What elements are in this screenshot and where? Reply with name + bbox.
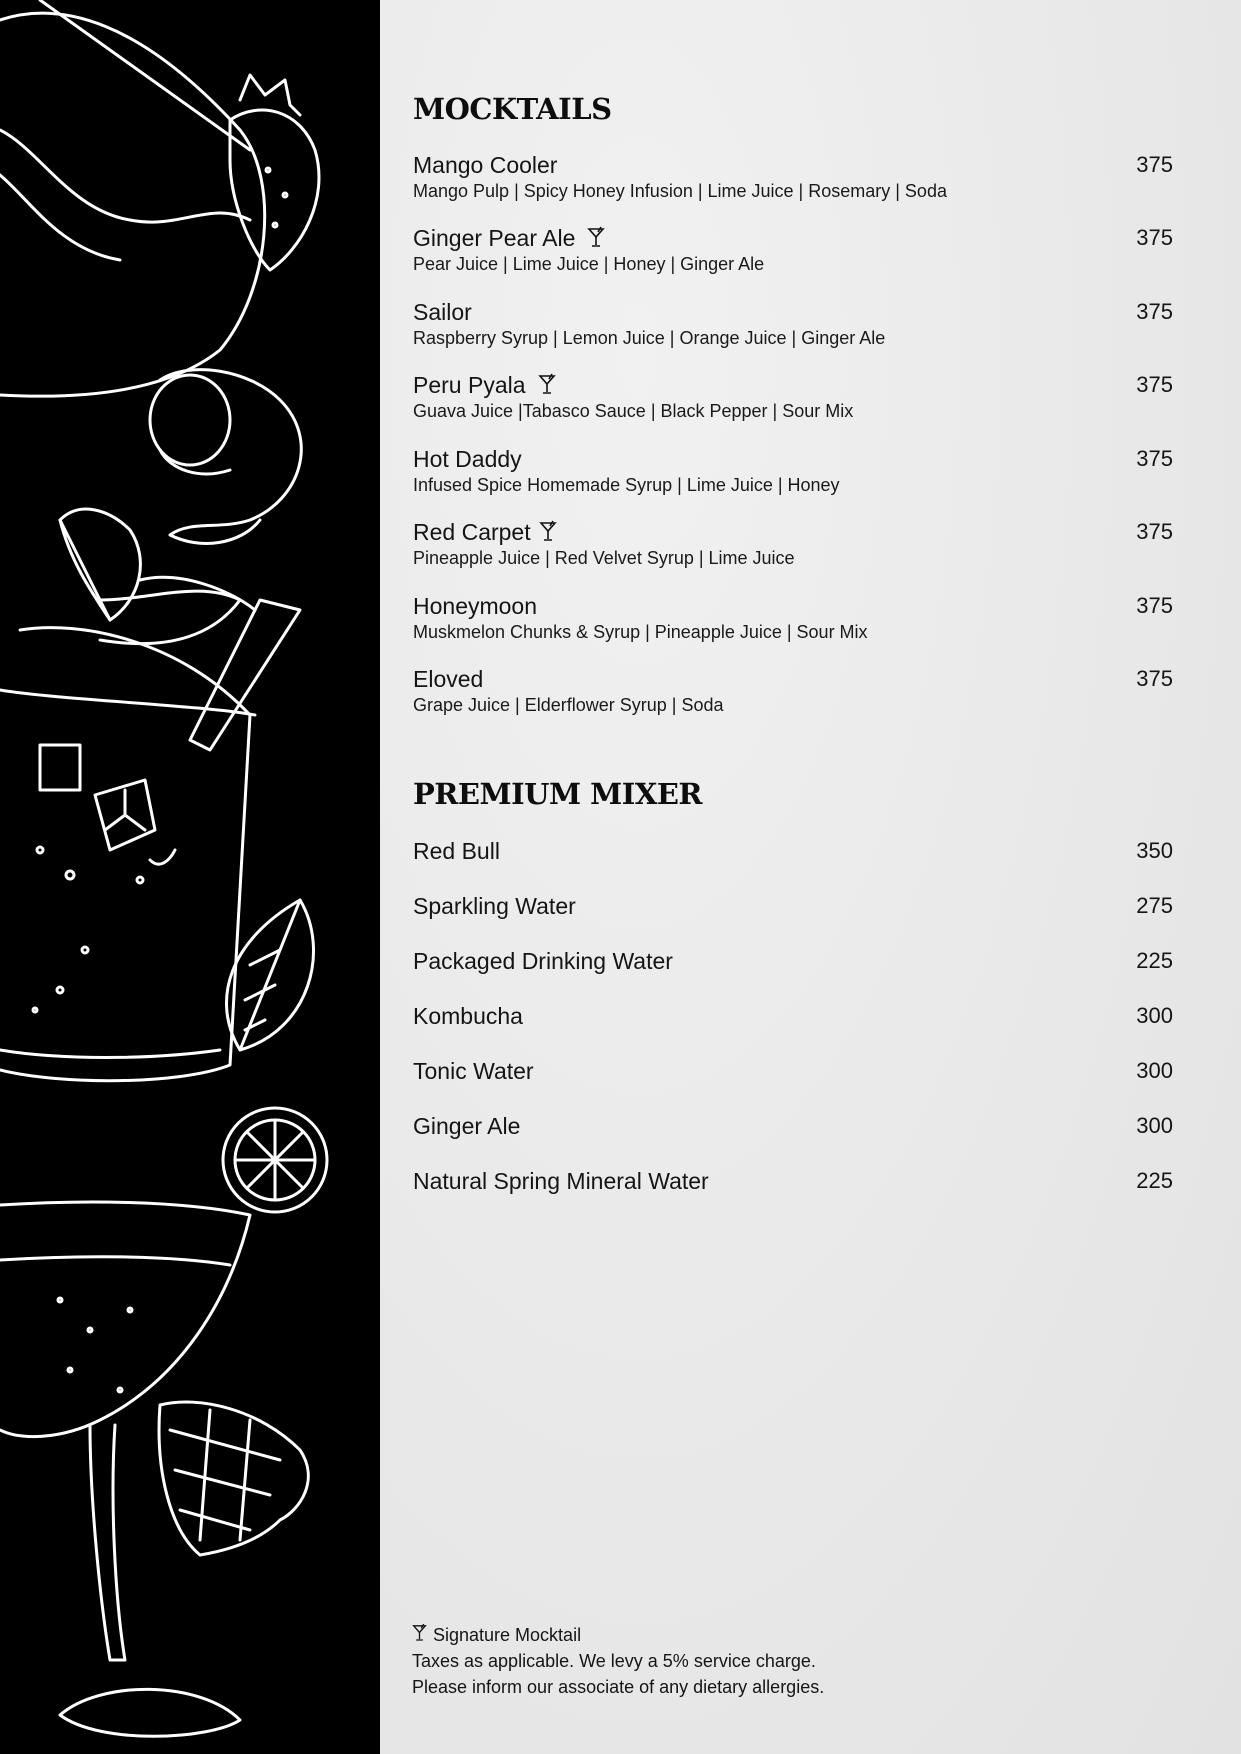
item-description: Mango Pulp | Spicy Honey Infusion | Lime Juice | Rosemary | Soda [413,181,947,201]
item-price: 375 [1136,152,1173,177]
item-price: 350 [1136,838,1173,863]
item-description: Guava Juice |Tabasco Sauce | Black Pepper | Sour Mix [413,401,854,421]
item-name [413,519,1173,545]
item-price: 300 [1136,1003,1173,1028]
menu-item [413,446,1173,497]
cocktail-line-art [0,0,380,1754]
item-name: Honeymoon [413,593,538,619]
item-price: 375 [1136,225,1173,250]
item-name: Eloved [413,666,484,692]
item-name: Ginger Ale [413,1113,521,1139]
section-title-mocktails: MOCKTAILS [413,92,612,126]
item-name: Sailor [413,299,472,325]
menu-item [413,519,1173,570]
menu-item [413,1058,1173,1084]
item-price: 300 [1136,1113,1173,1138]
item-name: Natural Spring Mineral Water [413,1168,709,1194]
menu-item [413,1168,1173,1194]
item-name [413,372,1173,398]
item-description: Infused Spice Homemade Syrup | Lime Juice | Honey [413,475,840,495]
tax-note: Taxes as applicable. We levy a 5% service charge. [412,1651,816,1671]
martini-glass-icon [412,1623,427,1642]
item-name: Packaged Drinking Water [413,948,673,974]
menu-content [380,0,1241,1754]
menu-item [413,1003,1173,1029]
item-price: 375 [1136,593,1173,618]
item-price: 275 [1136,893,1173,918]
section-title-premium-mixer: PREMIUM MIXER [413,777,703,811]
item-description: Pear Juice | Lime Juice | Honey | Ginger Ale [413,254,765,274]
item-name-text: Peru Pyala [413,372,526,398]
item-name: Tonic Water [413,1058,534,1084]
item-name-text: Ginger Pear Ale [413,225,576,251]
item-price: 375 [1136,666,1173,691]
signature-legend-label: Signature Mocktail [433,1625,582,1645]
menu-item [413,593,1173,644]
menu-item [413,299,1173,350]
signature-legend [412,1622,824,1648]
menu-item [413,893,1173,919]
menu-item [413,838,1173,864]
menu-footer [412,1622,824,1700]
item-price: 375 [1136,446,1173,471]
menu-item [413,1113,1173,1139]
item-price: 375 [1136,299,1173,324]
item-price: 225 [1136,1168,1173,1193]
menu-item [413,666,1173,717]
item-description: Raspberry Syrup | Lemon Juice | Orange Juice | Ginger Ale [413,328,886,348]
decorative-illustration-panel [0,0,380,1754]
item-description: Grape Juice | Elderflower Syrup | Soda [413,695,724,715]
item-description: Muskmelon Chunks & Syrup | Pineapple Juice | Sour Mix [413,622,868,642]
menu-item [413,152,1173,203]
martini-glass-icon [587,226,605,248]
item-price: 375 [1136,372,1173,397]
item-name-text: Red Carpet [413,519,531,545]
allergy-note: Please inform our associate of any dietary allergies. [412,1677,825,1697]
martini-glass-icon [538,373,556,395]
menu-item [413,225,1173,276]
item-name: Hot Daddy [413,446,522,472]
item-price: 300 [1136,1058,1173,1083]
item-price: 225 [1136,948,1173,973]
item-price: 375 [1136,519,1173,544]
item-name: Mango Cooler [413,152,558,178]
item-name: Kombucha [413,1003,523,1029]
item-description: Pineapple Juice | Red Velvet Syrup | Lime Juice [413,548,795,568]
item-name: Red Bull [413,838,500,864]
menu-item [413,372,1173,423]
item-name [413,225,1173,251]
martini-glass-icon [539,520,557,542]
menu-item [413,948,1173,974]
item-name: Sparkling Water [413,893,576,919]
